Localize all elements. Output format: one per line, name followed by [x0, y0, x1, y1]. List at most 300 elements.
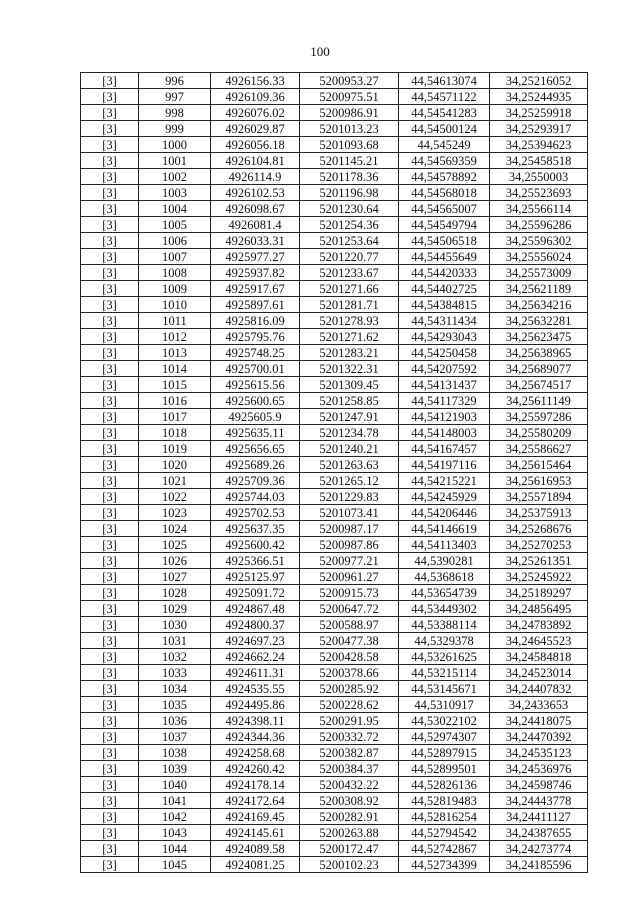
- point-number-cell: 1021: [139, 473, 211, 489]
- point-number-cell: 1000: [139, 137, 211, 153]
- latitude-cell: 44,54571122: [399, 89, 490, 105]
- latitude-cell: 44,54121903: [399, 409, 490, 425]
- point-number-cell: 1045: [139, 857, 211, 873]
- latitude-cell: 44,52819483: [399, 793, 490, 809]
- point-number-cell: 999: [139, 121, 211, 137]
- longitude-cell: 34,24535123: [490, 745, 588, 761]
- reference-cell: [3]: [81, 825, 139, 841]
- longitude-cell: 34,2433653: [490, 697, 588, 713]
- y-coordinate-cell: 5201253.64: [300, 233, 399, 249]
- latitude-cell: 44,54455649: [399, 249, 490, 265]
- latitude-cell: 44,5310917: [399, 697, 490, 713]
- longitude-cell: 34,25571894: [490, 489, 588, 505]
- point-number-cell: 1016: [139, 393, 211, 409]
- table-row: [81, 713, 588, 729]
- point-number-cell: 1040: [139, 777, 211, 793]
- y-coordinate-cell: 5200987.17: [300, 521, 399, 537]
- latitude-cell: 44,54402725: [399, 281, 490, 297]
- table-row: [81, 665, 588, 681]
- point-number-cell: 1026: [139, 553, 211, 569]
- reference-cell: [3]: [81, 441, 139, 457]
- longitude-cell: 34,24273774: [490, 841, 588, 857]
- longitude-cell: 34,25638965: [490, 345, 588, 361]
- x-coordinate-cell: 4924662.24: [211, 649, 300, 665]
- table-row: [81, 745, 588, 761]
- table-row: [81, 313, 588, 329]
- x-coordinate-cell: 4925795.76: [211, 329, 300, 345]
- point-number-cell: 1001: [139, 153, 211, 169]
- longitude-cell: 34,25615464: [490, 457, 588, 473]
- point-number-cell: 1018: [139, 425, 211, 441]
- latitude-cell: 44,545249: [399, 137, 490, 153]
- longitude-cell: 34,25216052: [490, 73, 588, 89]
- reference-cell: [3]: [81, 473, 139, 489]
- table-row: [81, 505, 588, 521]
- longitude-cell: 34,25375913: [490, 505, 588, 521]
- table-row: [81, 393, 588, 409]
- x-coordinate-cell: 4925744.03: [211, 489, 300, 505]
- point-number-cell: 1012: [139, 329, 211, 345]
- table-row: [81, 233, 588, 249]
- point-number-cell: 1005: [139, 217, 211, 233]
- point-number-cell: 1002: [139, 169, 211, 185]
- point-number-cell: 1041: [139, 793, 211, 809]
- reference-cell: [3]: [81, 745, 139, 761]
- table-row: [81, 217, 588, 233]
- latitude-cell: 44,52974307: [399, 729, 490, 745]
- table-row: [81, 361, 588, 377]
- x-coordinate-cell: 4926076.02: [211, 105, 300, 121]
- longitude-cell: 34,24584818: [490, 649, 588, 665]
- point-number-cell: 1044: [139, 841, 211, 857]
- latitude-cell: 44,52734399: [399, 857, 490, 873]
- reference-cell: [3]: [81, 697, 139, 713]
- x-coordinate-cell: 4924398.11: [211, 713, 300, 729]
- table-row: [81, 761, 588, 777]
- reference-cell: [3]: [81, 681, 139, 697]
- table-row: [81, 249, 588, 265]
- y-coordinate-cell: 5201283.21: [300, 345, 399, 361]
- latitude-cell: 44,54250458: [399, 345, 490, 361]
- point-number-cell: 1036: [139, 713, 211, 729]
- longitude-cell: 34,25611149: [490, 393, 588, 409]
- longitude-cell: 34,25573009: [490, 265, 588, 281]
- latitude-cell: 44,5390281: [399, 553, 490, 569]
- reference-cell: [3]: [81, 601, 139, 617]
- y-coordinate-cell: 5201271.66: [300, 281, 399, 297]
- latitude-cell: 44,54207592: [399, 361, 490, 377]
- x-coordinate-cell: 4925702.53: [211, 505, 300, 521]
- y-coordinate-cell: 5200975.51: [300, 89, 399, 105]
- y-coordinate-cell: 5201309.45: [300, 377, 399, 393]
- x-coordinate-cell: 4926029.87: [211, 121, 300, 137]
- coordinates-table-body: [81, 73, 588, 873]
- table-row: [81, 729, 588, 745]
- y-coordinate-cell: 5201093.68: [300, 137, 399, 153]
- reference-cell: [3]: [81, 457, 139, 473]
- x-coordinate-cell: 4926081.4: [211, 217, 300, 233]
- table-row: [81, 185, 588, 201]
- x-coordinate-cell: 4925689.26: [211, 457, 300, 473]
- y-coordinate-cell: 5201281.71: [300, 297, 399, 313]
- point-number-cell: 1006: [139, 233, 211, 249]
- table-row: [81, 777, 588, 793]
- reference-cell: [3]: [81, 809, 139, 825]
- table-row: [81, 857, 588, 873]
- y-coordinate-cell: 5200987.86: [300, 537, 399, 553]
- point-number-cell: 1038: [139, 745, 211, 761]
- reference-cell: [3]: [81, 89, 139, 105]
- point-number-cell: 1014: [139, 361, 211, 377]
- point-number-cell: 1024: [139, 521, 211, 537]
- latitude-cell: 44,54293043: [399, 329, 490, 345]
- table-row: [81, 585, 588, 601]
- longitude-cell: 34,25293917: [490, 121, 588, 137]
- y-coordinate-cell: 5201196.98: [300, 185, 399, 201]
- longitude-cell: 34,25632281: [490, 313, 588, 329]
- point-number-cell: 1039: [139, 761, 211, 777]
- table-row: [81, 601, 588, 617]
- y-coordinate-cell: 5201220.77: [300, 249, 399, 265]
- x-coordinate-cell: 4924867.48: [211, 601, 300, 617]
- longitude-cell: 34,24523014: [490, 665, 588, 681]
- point-number-cell: 1043: [139, 825, 211, 841]
- table-row: [81, 121, 588, 137]
- latitude-cell: 44,54245929: [399, 489, 490, 505]
- x-coordinate-cell: 4926156.33: [211, 73, 300, 89]
- table-row: [81, 793, 588, 809]
- y-coordinate-cell: 5200378.66: [300, 665, 399, 681]
- y-coordinate-cell: 5200263.88: [300, 825, 399, 841]
- reference-cell: [3]: [81, 345, 139, 361]
- latitude-cell: 44,53261625: [399, 649, 490, 665]
- x-coordinate-cell: 4924260.42: [211, 761, 300, 777]
- latitude-cell: 44,54568018: [399, 185, 490, 201]
- y-coordinate-cell: 5201178.36: [300, 169, 399, 185]
- table-row: [81, 169, 588, 185]
- longitude-cell: 34,25623475: [490, 329, 588, 345]
- latitude-cell: 44,54113403: [399, 537, 490, 553]
- x-coordinate-cell: 4925977.27: [211, 249, 300, 265]
- latitude-cell: 44,53388114: [399, 617, 490, 633]
- x-coordinate-cell: 4924697.23: [211, 633, 300, 649]
- point-number-cell: 1025: [139, 537, 211, 553]
- table-row: [81, 89, 588, 105]
- latitude-cell: 44,5368618: [399, 569, 490, 585]
- reference-cell: [3]: [81, 153, 139, 169]
- longitude-cell: 34,25523693: [490, 185, 588, 201]
- latitude-cell: 44,54541283: [399, 105, 490, 121]
- y-coordinate-cell: 5200961.27: [300, 569, 399, 585]
- x-coordinate-cell: 4925700.01: [211, 361, 300, 377]
- y-coordinate-cell: 5201240.21: [300, 441, 399, 457]
- coordinates-table: [80, 72, 588, 873]
- latitude-cell: 44,54311434: [399, 313, 490, 329]
- point-number-cell: 1015: [139, 377, 211, 393]
- x-coordinate-cell: 4924178.14: [211, 777, 300, 793]
- x-coordinate-cell: 4926056.18: [211, 137, 300, 153]
- x-coordinate-cell: 4925600.42: [211, 537, 300, 553]
- point-number-cell: 1008: [139, 265, 211, 281]
- longitude-cell: 34,25566114: [490, 201, 588, 217]
- latitude-cell: 44,54613074: [399, 73, 490, 89]
- y-coordinate-cell: 5201234.78: [300, 425, 399, 441]
- reference-cell: [3]: [81, 329, 139, 345]
- latitude-cell: 44,54506518: [399, 233, 490, 249]
- reference-cell: [3]: [81, 265, 139, 281]
- table-row: [81, 537, 588, 553]
- longitude-cell: 34,24418075: [490, 713, 588, 729]
- table-row: [81, 73, 588, 89]
- longitude-cell: 34,24783892: [490, 617, 588, 633]
- point-number-cell: 1017: [139, 409, 211, 425]
- table-row: [81, 649, 588, 665]
- reference-cell: [3]: [81, 713, 139, 729]
- latitude-cell: 44,54131437: [399, 377, 490, 393]
- x-coordinate-cell: 4925637.35: [211, 521, 300, 537]
- point-number-cell: 1023: [139, 505, 211, 521]
- reference-cell: [3]: [81, 201, 139, 217]
- longitude-cell: 34,25580209: [490, 425, 588, 441]
- table-row: [81, 201, 588, 217]
- table-row: [81, 809, 588, 825]
- longitude-cell: 34,24645523: [490, 633, 588, 649]
- x-coordinate-cell: 4925600.65: [211, 393, 300, 409]
- y-coordinate-cell: 5200285.92: [300, 681, 399, 697]
- x-coordinate-cell: 4926109.36: [211, 89, 300, 105]
- latitude-cell: 44,53022102: [399, 713, 490, 729]
- point-number-cell: 996: [139, 73, 211, 89]
- reference-cell: [3]: [81, 729, 139, 745]
- x-coordinate-cell: 4925816.09: [211, 313, 300, 329]
- reference-cell: [3]: [81, 409, 139, 425]
- point-number-cell: 1013: [139, 345, 211, 361]
- longitude-cell: 34,25189297: [490, 585, 588, 601]
- y-coordinate-cell: 5200986.91: [300, 105, 399, 121]
- y-coordinate-cell: 5200332.72: [300, 729, 399, 745]
- x-coordinate-cell: 4924169.45: [211, 809, 300, 825]
- latitude-cell: 44,54146619: [399, 521, 490, 537]
- reference-cell: [3]: [81, 137, 139, 153]
- latitude-cell: 44,52826136: [399, 777, 490, 793]
- y-coordinate-cell: 5200432.22: [300, 777, 399, 793]
- longitude-cell: 34,24470392: [490, 729, 588, 745]
- reference-cell: [3]: [81, 249, 139, 265]
- latitude-cell: 44,53215114: [399, 665, 490, 681]
- longitude-cell: 34,25689077: [490, 361, 588, 377]
- longitude-cell: 34,25597286: [490, 409, 588, 425]
- latitude-cell: 44,54148003: [399, 425, 490, 441]
- y-coordinate-cell: 5201247.91: [300, 409, 399, 425]
- reference-cell: [3]: [81, 857, 139, 873]
- reference-cell: [3]: [81, 521, 139, 537]
- x-coordinate-cell: 4926102.53: [211, 185, 300, 201]
- table-row: [81, 553, 588, 569]
- y-coordinate-cell: 5201233.67: [300, 265, 399, 281]
- reference-cell: [3]: [81, 169, 139, 185]
- y-coordinate-cell: 5201265.12: [300, 473, 399, 489]
- reference-cell: [3]: [81, 665, 139, 681]
- longitude-cell: 34,25270253: [490, 537, 588, 553]
- reference-cell: [3]: [81, 297, 139, 313]
- x-coordinate-cell: 4924611.31: [211, 665, 300, 681]
- reference-cell: [3]: [81, 537, 139, 553]
- longitude-cell: 34,24407832: [490, 681, 588, 697]
- x-coordinate-cell: 4925709.36: [211, 473, 300, 489]
- reference-cell: [3]: [81, 617, 139, 633]
- table-row: [81, 681, 588, 697]
- table-row: [81, 473, 588, 489]
- reference-cell: [3]: [81, 489, 139, 505]
- table-row: [81, 841, 588, 857]
- longitude-cell: 34,25244935: [490, 89, 588, 105]
- x-coordinate-cell: 4924089.58: [211, 841, 300, 857]
- table-row: [81, 105, 588, 121]
- point-number-cell: 1033: [139, 665, 211, 681]
- y-coordinate-cell: 5201278.93: [300, 313, 399, 329]
- table-row: [81, 569, 588, 585]
- table-row: [81, 521, 588, 537]
- y-coordinate-cell: 5200291.95: [300, 713, 399, 729]
- y-coordinate-cell: 5201073.41: [300, 505, 399, 521]
- y-coordinate-cell: 5201258.85: [300, 393, 399, 409]
- longitude-cell: 34,24411127: [490, 809, 588, 825]
- table-row: [81, 345, 588, 361]
- longitude-cell: 34,25458518: [490, 153, 588, 169]
- table-row: [81, 153, 588, 169]
- y-coordinate-cell: 5201230.64: [300, 201, 399, 217]
- table-row: [81, 617, 588, 633]
- longitude-cell: 34,25261351: [490, 553, 588, 569]
- y-coordinate-cell: 5200228.62: [300, 697, 399, 713]
- longitude-cell: 34,25245922: [490, 569, 588, 585]
- x-coordinate-cell: 4924344.36: [211, 729, 300, 745]
- latitude-cell: 44,54578892: [399, 169, 490, 185]
- table-row: [81, 457, 588, 473]
- point-number-cell: 1010: [139, 297, 211, 313]
- x-coordinate-cell: 4925748.25: [211, 345, 300, 361]
- latitude-cell: 44,52794542: [399, 825, 490, 841]
- table-row: [81, 633, 588, 649]
- y-coordinate-cell: 5200428.58: [300, 649, 399, 665]
- table-row: [81, 281, 588, 297]
- y-coordinate-cell: 5201322.31: [300, 361, 399, 377]
- latitude-cell: 44,54549794: [399, 217, 490, 233]
- table-row: [81, 409, 588, 425]
- point-number-cell: 1032: [139, 649, 211, 665]
- point-number-cell: 1007: [139, 249, 211, 265]
- x-coordinate-cell: 4924258.68: [211, 745, 300, 761]
- x-coordinate-cell: 4924145.61: [211, 825, 300, 841]
- longitude-cell: 34,25596286: [490, 217, 588, 233]
- reference-cell: [3]: [81, 569, 139, 585]
- longitude-cell: 34,25596302: [490, 233, 588, 249]
- y-coordinate-cell: 5200172.47: [300, 841, 399, 857]
- point-number-cell: 997: [139, 89, 211, 105]
- x-coordinate-cell: 4925656.65: [211, 441, 300, 457]
- longitude-cell: 34,24598746: [490, 777, 588, 793]
- y-coordinate-cell: 5200915.73: [300, 585, 399, 601]
- latitude-cell: 44,54167457: [399, 441, 490, 457]
- reference-cell: [3]: [81, 105, 139, 121]
- point-number-cell: 1042: [139, 809, 211, 825]
- x-coordinate-cell: 4926104.81: [211, 153, 300, 169]
- x-coordinate-cell: 4925917.67: [211, 281, 300, 297]
- reference-cell: [3]: [81, 233, 139, 249]
- reference-cell: [3]: [81, 585, 139, 601]
- y-coordinate-cell: 5201271.62: [300, 329, 399, 345]
- table-row: [81, 329, 588, 345]
- x-coordinate-cell: 4925615.56: [211, 377, 300, 393]
- reference-cell: [3]: [81, 361, 139, 377]
- point-number-cell: 1030: [139, 617, 211, 633]
- table-row: [81, 825, 588, 841]
- point-number-cell: 1035: [139, 697, 211, 713]
- reference-cell: [3]: [81, 393, 139, 409]
- y-coordinate-cell: 5200308.92: [300, 793, 399, 809]
- reference-cell: [3]: [81, 121, 139, 137]
- reference-cell: [3]: [81, 761, 139, 777]
- longitude-cell: 34,25621189: [490, 281, 588, 297]
- y-coordinate-cell: 5200102.23: [300, 857, 399, 873]
- x-coordinate-cell: 4924081.25: [211, 857, 300, 873]
- x-coordinate-cell: 4924800.37: [211, 617, 300, 633]
- y-coordinate-cell: 5201013.23: [300, 121, 399, 137]
- x-coordinate-cell: 4924172.64: [211, 793, 300, 809]
- x-coordinate-cell: 4925937.82: [211, 265, 300, 281]
- point-number-cell: 1022: [139, 489, 211, 505]
- longitude-cell: 34,24856495: [490, 601, 588, 617]
- point-number-cell: 1027: [139, 569, 211, 585]
- table-row: [81, 297, 588, 313]
- longitude-cell: 34,25268676: [490, 521, 588, 537]
- latitude-cell: 44,54420333: [399, 265, 490, 281]
- x-coordinate-cell: 4924535.55: [211, 681, 300, 697]
- point-number-cell: 1009: [139, 281, 211, 297]
- reference-cell: [3]: [81, 217, 139, 233]
- x-coordinate-cell: 4925125.97: [211, 569, 300, 585]
- y-coordinate-cell: 5200384.37: [300, 761, 399, 777]
- reference-cell: [3]: [81, 793, 139, 809]
- longitude-cell: 34,25586627: [490, 441, 588, 457]
- longitude-cell: 34,25259918: [490, 105, 588, 121]
- point-number-cell: 1029: [139, 601, 211, 617]
- point-number-cell: 1020: [139, 457, 211, 473]
- table-row: [81, 697, 588, 713]
- latitude-cell: 44,53449302: [399, 601, 490, 617]
- point-number-cell: 1011: [139, 313, 211, 329]
- latitude-cell: 44,54117329: [399, 393, 490, 409]
- page-number: 100: [310, 44, 330, 59]
- longitude-cell: 34,25674517: [490, 377, 588, 393]
- table-row: [81, 489, 588, 505]
- y-coordinate-cell: 5201145.21: [300, 153, 399, 169]
- point-number-cell: 1034: [139, 681, 211, 697]
- y-coordinate-cell: 5201263.63: [300, 457, 399, 473]
- y-coordinate-cell: 5201229.83: [300, 489, 399, 505]
- table-row: [81, 425, 588, 441]
- y-coordinate-cell: 5200477.38: [300, 633, 399, 649]
- latitude-cell: 44,53145671: [399, 681, 490, 697]
- point-number-cell: 1019: [139, 441, 211, 457]
- latitude-cell: 44,52899501: [399, 761, 490, 777]
- reference-cell: [3]: [81, 425, 139, 441]
- reference-cell: [3]: [81, 377, 139, 393]
- longitude-cell: 34,2550003: [490, 169, 588, 185]
- point-number-cell: 1031: [139, 633, 211, 649]
- latitude-cell: 44,54384815: [399, 297, 490, 313]
- reference-cell: [3]: [81, 185, 139, 201]
